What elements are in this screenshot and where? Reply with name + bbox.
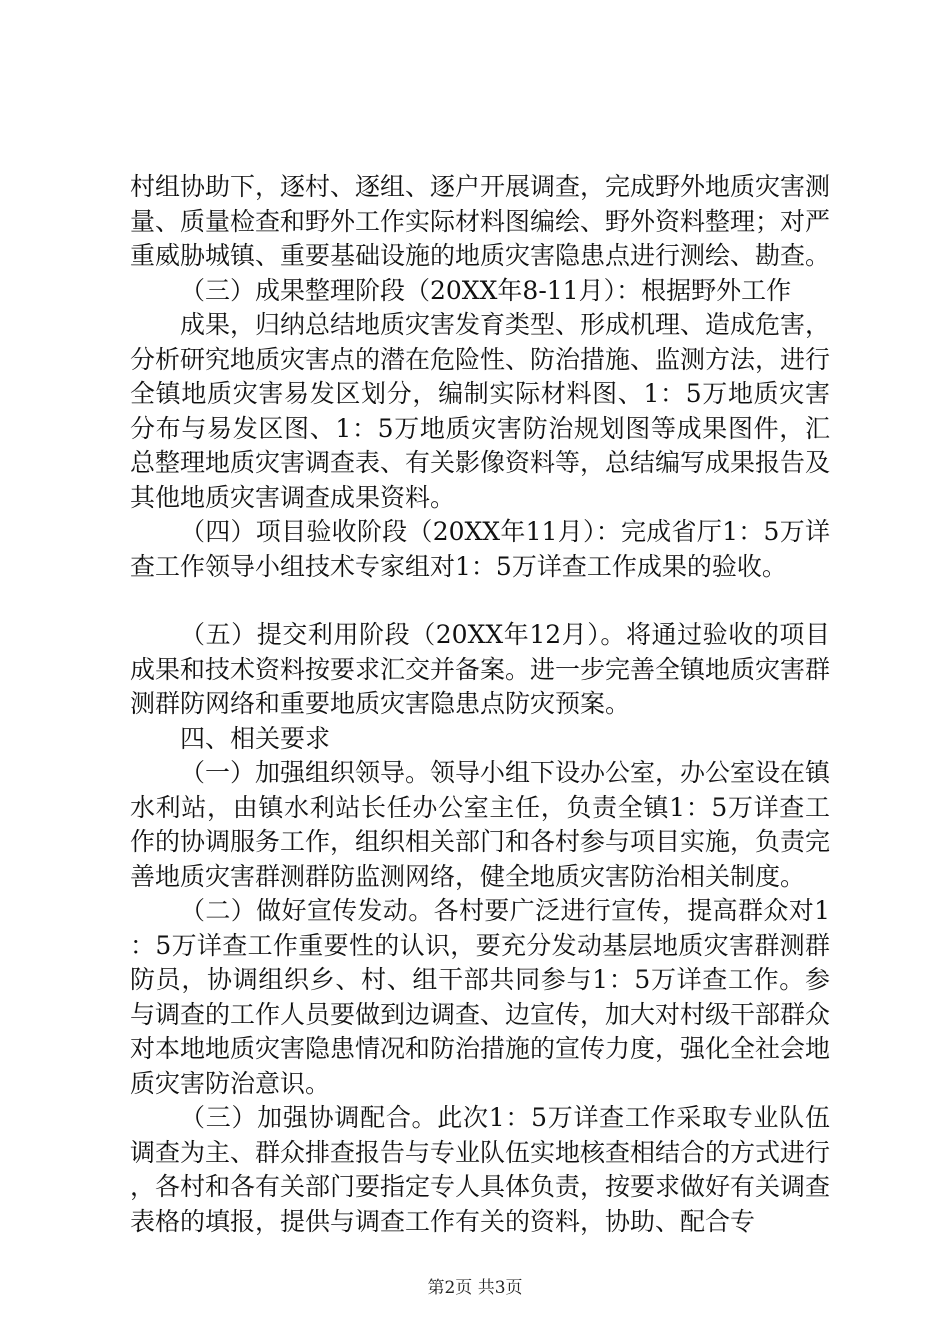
paragraph-field-survey-continued: 村组协助下，逐村、逐组、逐户开展调查，完成野外地质灾害测量、质量检查和野外工作实际材料图编绘、野外资料整理；对严重威胁城镇、重要基础设施的地质灾害隐患点进行测绘、勘查。 bbox=[130, 172, 831, 270]
paragraph-stage-three-body: 成果，归纳总结地质灾害发育类型、形成机理、造成危害，分析研究地质灾害点的潜在危险性、防治措施、监测方法，进行全镇地质灾害易发区划分，编制实际材料图、1：5万地质灾害分布与易发区图、1：5万地质灾害防治规划图等成果图件，汇总整理地质灾害调查表、有关影像资料等，总结编写成果报告及其他地质灾害调查成果资料。 bbox=[130, 310, 831, 512]
paragraph-stage-four: （四）项目验收阶段（20XX年11月）：完成省厅1：5万详查工作领导小组技术专家组对1：5万详查工作成果的验收。 bbox=[130, 517, 830, 581]
document-body bbox=[130, 170, 830, 1239]
paragraph-requirement-three: （三）加强协调配合。此次1：5万详查工作采取专业队伍调查为主、群众排查报告与专业队伍实地核查相结合的方式进行，各村和各有关部门要指定专人具体负责，按要求做好有关调查表格的填报，提供与调查工作有关的资料，协助、配合专 bbox=[130, 1103, 831, 1236]
section-heading-requirements: 四、相关要求 bbox=[180, 723, 331, 753]
paragraph-stage-three-heading: （三）成果整理阶段（20XX年8-11月）：根据野外工作 bbox=[180, 275, 792, 305]
paragraph-requirement-two: （二）做好宣传发动。各村要广泛进行宣传，提高群众对1：5万详查工作重要性的认识，要充分发动基层地质灾害群测群防员，协调组织乡、村、组干部共同参与1：5万详查工作。参与调查的工作人员要做到边调查、边宣传，加大对村级干部群众对本地地质灾害隐患情况和防治措施的宣传力度，强化全社会地质灾害防治意识。 bbox=[130, 896, 831, 1098]
paragraph-requirement-one: （一）加强组织领导。领导小组下设办公室，办公室设在镇水利站，由镇水利站长任办公室主任，负责全镇1：5万详查工作的协调服务工作，组织相关部门和各村参与项目实施，负责完善地质灾害群测群防监测网络，健全地质灾害防治相关制度。 bbox=[130, 758, 831, 891]
paragraph-stage-five: （五）提交利用阶段（20XX年12月）。将通过验收的项目成果和技术资料按要求汇交并备案。进一步完善全镇地质灾害群测群防网络和重要地质灾害隐患点防灾预案。 bbox=[130, 620, 831, 718]
page-number-footer: 第2页 共3页 bbox=[427, 1278, 523, 1298]
